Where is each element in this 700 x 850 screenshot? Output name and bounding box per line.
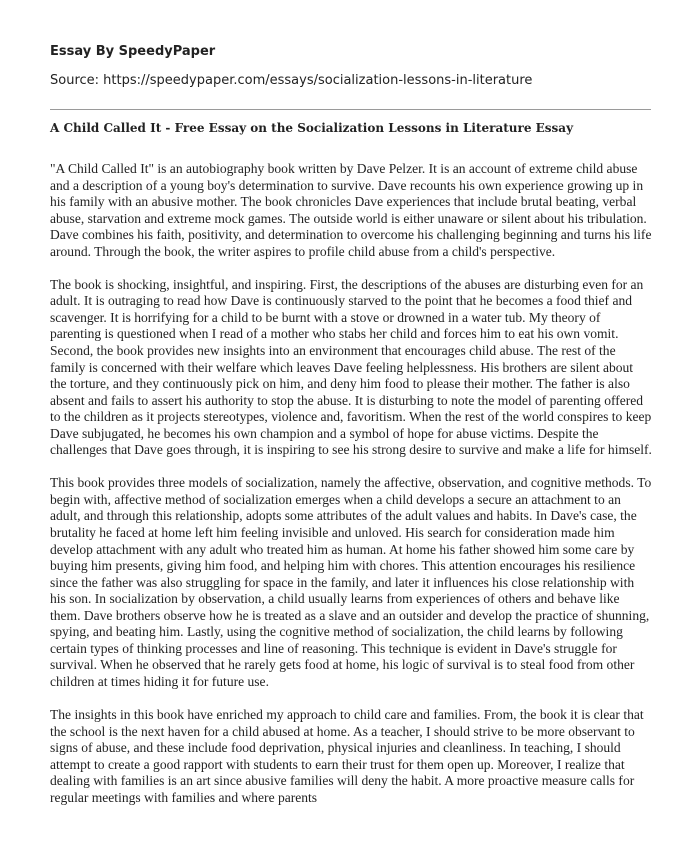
source-line: Source: https://speedypaper.com/essays/socialization-lessons-in-literature [50,73,533,88]
brand-heading: Essay By SpeedyPaper [50,44,216,59]
essay-paragraph: "A Child Called It" is an autobiography book written by Dave Pelzer. It is an account of extreme child abuse and a description of a young boy's determination to survive. Dave recounts his own experience growing up in his family with an abusive mother. The book chronicles Dave experiences that include brutal beating, verbal abuse, starvation and extreme mock games. The outside world is either unaware or silent about his tribulation. Dave combines his faith, positivity, and determination to overcome his challenging beginning and turns his life around. Through the book, the writer aspires to profile child abuse from a child's perspective. [50,161,652,259]
essay-body [50,161,652,823]
essay-title: A Child Called It - Free Essay on the Socialization Lessons in Literature Essay [50,121,574,135]
header-divider [50,109,651,110]
essay-paragraph: This book provides three models of socialization, namely the affective, observation, and cognitive methods. To begin with, affective method of socialization emerges when a child develops a secure an attachment to an adult, and through this relationship, adopts some attributes of the adult values and habits. In Dave's case, the brutality he faced at home left him feeling invisible and unloved. His search for consideration made him develop attachment with any adult who treated him as human. At home his father showed him some care by buying him presents, giving him food, and helping him with chores. This attention encourages his resilience since the father was also struggling for space in the family, and later it influences his close relationship with his son. In socialization by observation, a child usually learns from experiences of others and behave like them. Dave brothers observe how he is treated as a slave and an outsider and develop the practice of shunning, spying, and beating him. Lastly, using the cognitive method of socialization, the child learns by following certain types of thinking processes and line of reasoning. This technique is evident in Dave's struggle for survival. When he observed that he rarely gets food at home, his logic of survival is to steal food from other children at times hiding it for future use. [50,475,652,689]
essay-paragraph: The insights in this book have enriched my approach to child care and families. From, the book it is clear that the school is the next haven for a child abused at home. As a teacher, I should strive to be more observant to signs of abuse, and these include food deprivation, physical injuries and cleanliness. In teaching, I should attempt to create a good rapport with students to earn their trust for them open up. Moreover, I realize that dealing with families is an art since abusive families will deny the habit. A more proactive measure calls for regular meetings with families and where parents [50,707,644,805]
essay-paragraph: The book is shocking, insightful, and inspiring. First, the descriptions of the abuses are disturbing even for an adult. It is outraging to read how Dave is continuously starved to the point that he becomes a food thief and scavenger. It is horrifying for a child to be burnt with a stove or drowned in a water tub. My theory of parenting is questioned when I read of a mother who stabs her child and forces him to eat his own vomit. Second, the book provides new insights into an environment that encourages child abuse. The rest of the family is concerned with their welfare which leaves Dave feeling helplessness. His brothers are silent about the torture, and they continuously pick on him, and deny him food to please their mother. The father is also absent and fails to assert his authority to stop the abuse. It is disturbing to note the model of parenting offered to the children as it projects stereotypes, violence and, favoritism. When the rest of the world conspires to keep Dave subjugated, he becomes his own champion and a symbol of hope for abuse victims. Despite the challenges that Dave goes through, it is inspiring to see his strong desire to survive and make a life for himself. [50,276,652,458]
